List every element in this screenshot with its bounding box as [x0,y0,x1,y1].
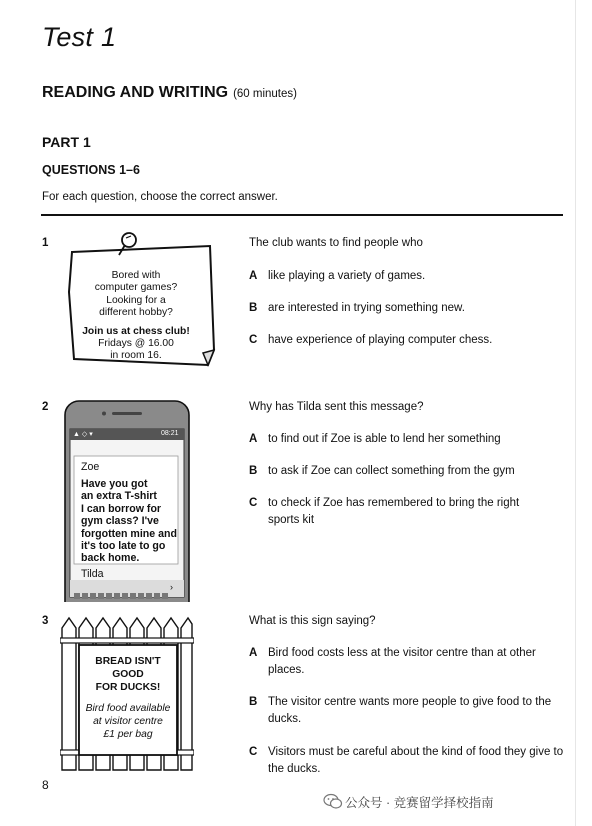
message-line: an extra T-shirt [81,490,157,503]
message-line: forgotten mine and [81,527,177,540]
option-2b[interactable] [249,463,569,480]
notice-line: Bored with [111,270,161,281]
test-title: Test 1 [42,22,117,52]
questions-range: QUESTIONS 1–6 [42,163,140,177]
section-title-text: READING AND WRITING [42,84,229,101]
option-text: like playing a variety of games. [268,270,426,282]
option-letter: B [249,302,258,314]
option-text: The visitor centre wants more people to give food to the ducks. [268,696,552,725]
sign-heading [80,655,176,694]
message-recipient: Zoe [81,461,100,473]
notice-line: Looking for a [106,294,166,306]
option-3a[interactable] [249,645,569,679]
sign-detail [80,702,176,741]
option-1b[interactable] [249,300,569,317]
watermark-text: 公众号 · 竞赛留学择校指南 [345,796,494,810]
notice-line: computer games? [94,282,178,294]
notice-detail: in room 16. [110,350,162,362]
wechat-icon [323,793,343,810]
notice-text [72,270,200,363]
notice-detail: Fridays @ 16.00 [98,338,174,350]
option-letter: B [249,465,258,477]
option-text: to ask if Zoe can collect something from the gym [268,465,515,477]
option-3b[interactable] [249,694,569,728]
page-edge [575,0,576,826]
sign-detail-line: Bird food available [85,703,171,714]
page-number: 8 [42,778,49,792]
message-line: back home. [81,552,140,565]
option-2a[interactable] [249,431,569,448]
option-text: Bird food costs less at the visitor centre than at other places. [268,647,536,676]
option-2c[interactable] [249,495,549,529]
sign-heading-line: GOOD [112,669,144,680]
question-stem-2: Why has Tilda sent this message? [249,401,424,413]
message-line: it's too late to go [81,540,166,553]
option-letter: B [249,696,258,708]
duration: (60 minutes) [233,88,297,100]
question-number-2: 2 [42,401,49,413]
part-title: PART 1 [42,134,91,150]
message-line: Have you got [81,478,148,490]
sign-heading-line: FOR DUCKS! [95,682,161,693]
section-title [42,84,297,102]
option-letter: A [249,270,258,282]
notice-line: different hobby? [99,307,173,319]
option-letter: C [249,746,258,758]
status-icons: ▲ ◇ ▾ [73,431,93,438]
sign-detail-line: £1 per bag [103,729,153,740]
instruction-text: For each question, choose the correct answer. [42,191,278,203]
option-letter: C [249,497,258,509]
option-letter: A [249,647,258,659]
message-line: gym class? I've [81,515,159,528]
option-3c[interactable] [249,744,569,778]
message-sender: Tilda [81,568,104,580]
sign-heading-line: BREAD ISN'T [95,656,161,667]
option-1c[interactable] [249,332,569,349]
notice-callout: Join us at chess club! [82,325,190,337]
question-number-1: 1 [42,237,49,249]
fence-illustration [60,614,194,774]
pushpin-icon [113,229,143,259]
question-stem-3: What is this sign saying? [249,615,376,627]
question-stem-1: The club wants to find people who [249,237,423,249]
option-letter: A [249,433,258,445]
message-line: I can borrow for [81,502,162,515]
option-1a[interactable] [249,268,569,285]
option-letter: C [249,334,258,346]
option-text: are interested in trying something new. [268,302,465,314]
question-number-3: 3 [42,615,49,627]
message-body [81,478,185,565]
option-text: Visitors must be careful about the kind of food they give to the ducks. [268,746,564,775]
chevron-right-icon: › [170,582,173,592]
option-text: to find out if Zoe is able to lend her something [268,433,501,445]
divider [41,214,563,216]
option-text: to check if Zoe has remembered to bring the right sports kit [268,497,520,526]
status-time: 08:21 [161,430,179,437]
option-text: have experience of playing computer chess. [268,334,493,346]
sign-detail-line: at visitor centre [93,716,163,727]
